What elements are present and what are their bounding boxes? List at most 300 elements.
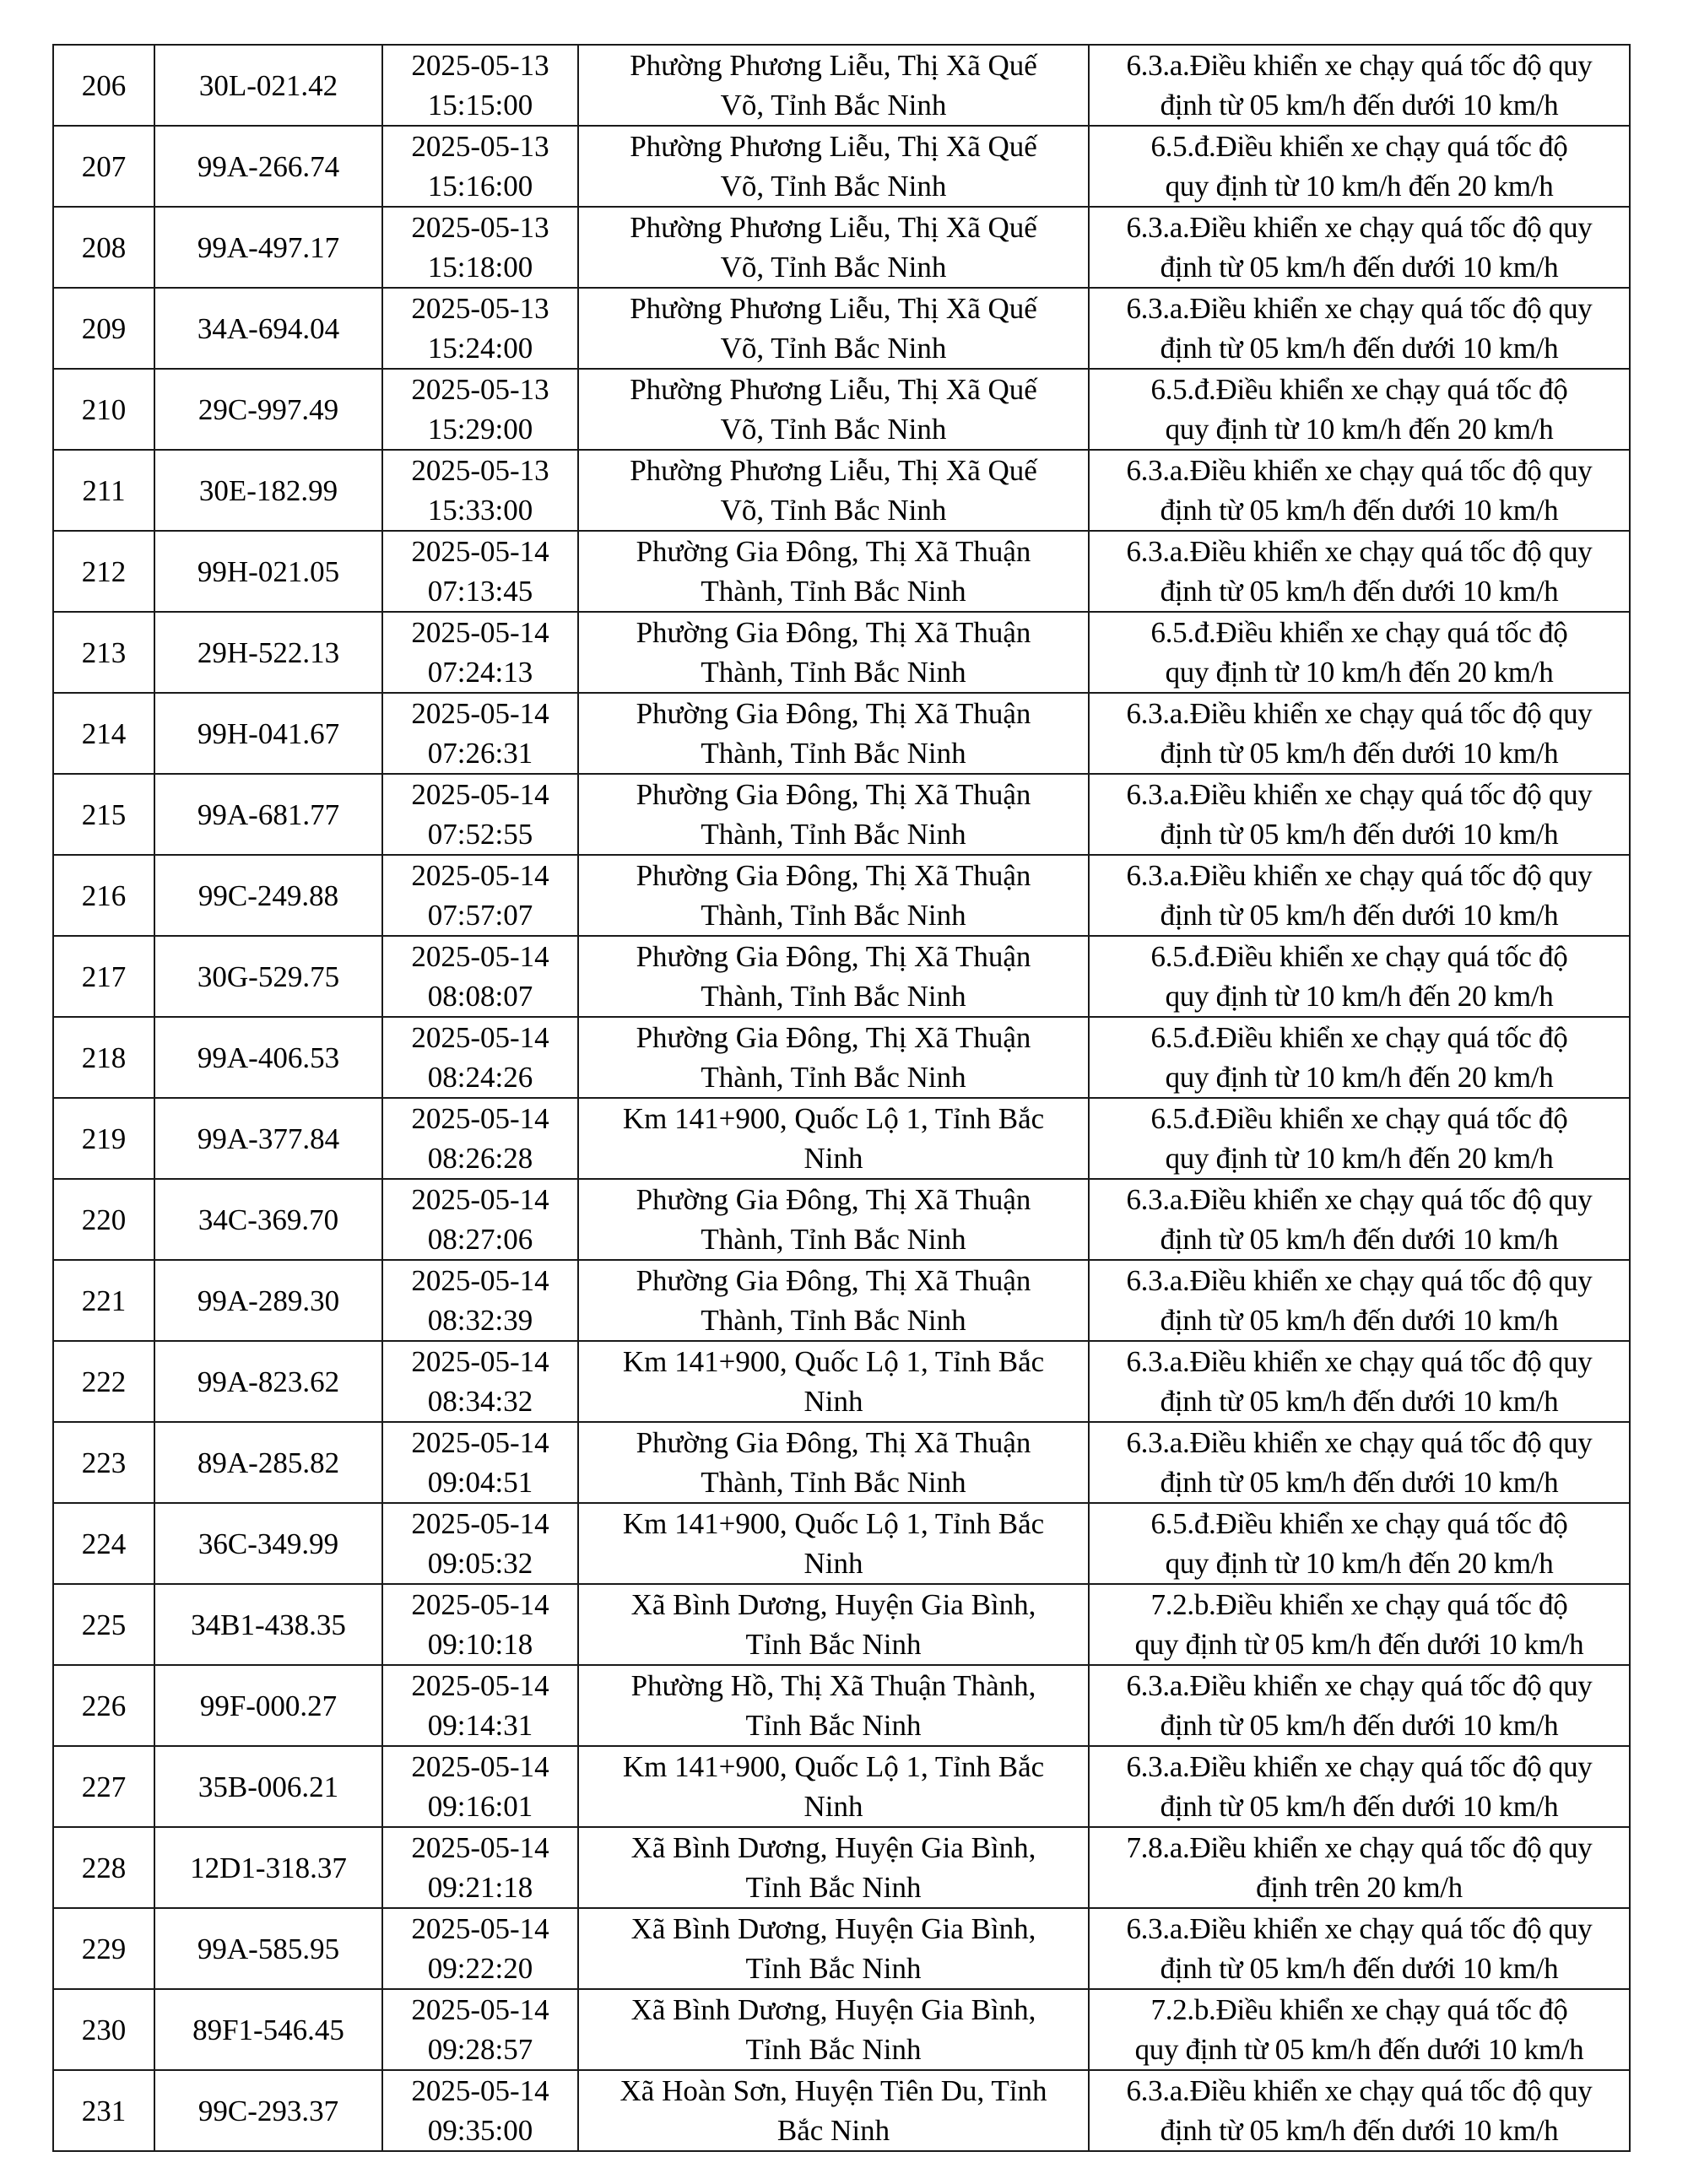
- violation-line: 6.3.a.Điều khiển xe chạy quá tốc độ quy: [1126, 778, 1593, 811]
- location-line: Ninh: [803, 1790, 863, 1823]
- location-line: Xã Bình Dương, Huyện Gia Bình,: [630, 1912, 1036, 1945]
- location-line: Ninh: [803, 1385, 863, 1418]
- location-line: Thành, Tỉnh Bắc Ninh: [701, 656, 966, 689]
- license-plate-cell: 99A-497.17: [154, 207, 382, 288]
- violation-line: 6.3.a.Điều khiển xe chạy quá tốc độ quy: [1126, 1183, 1593, 1216]
- violation-date: 2025-05-13: [411, 211, 549, 244]
- row-number-cell: 231: [53, 2070, 154, 2151]
- table-body: [53, 45, 1630, 2151]
- violation-line: định từ 05 km/h đến dưới 10 km/h: [1160, 1466, 1559, 1499]
- timestamp-cell: [382, 693, 578, 774]
- license-plate-cell: 99A-406.53: [154, 1017, 382, 1098]
- location-line: Thành, Tỉnh Bắc Ninh: [701, 1061, 966, 1094]
- violation-cell: [1089, 1503, 1630, 1584]
- violation-date: 2025-05-14: [411, 1993, 549, 2026]
- violation-date: 2025-05-14: [411, 1912, 549, 1945]
- table-row: [53, 612, 1630, 693]
- row-number-cell: 229: [53, 1908, 154, 1989]
- location-line: Bắc Ninh: [776, 2114, 890, 2147]
- location-line: Thành, Tỉnh Bắc Ninh: [701, 818, 966, 851]
- license-plate-cell: 29C-997.49: [154, 369, 382, 450]
- violation-line: định từ 05 km/h đến dưới 10 km/h: [1160, 1952, 1559, 1985]
- violation-time: 09:16:01: [427, 1790, 533, 1823]
- table-row: [53, 1341, 1630, 1422]
- location-line: Thành, Tỉnh Bắc Ninh: [701, 737, 966, 770]
- row-number-cell: 225: [53, 1584, 154, 1665]
- violation-date: 2025-05-14: [411, 697, 549, 730]
- location-line: Km 141+900, Quốc Lộ 1, Tỉnh Bắc: [622, 1345, 1045, 1378]
- violation-date: 2025-05-14: [411, 1345, 549, 1378]
- violation-time: 08:34:32: [427, 1385, 533, 1418]
- table-row: [53, 1260, 1630, 1341]
- violation-cell: [1089, 369, 1630, 450]
- location-line: Km 141+900, Quốc Lộ 1, Tỉnh Bắc: [622, 1750, 1045, 1783]
- violation-time: 15:18:00: [427, 251, 533, 284]
- violation-line: 6.3.a.Điều khiển xe chạy quá tốc độ quy: [1126, 1912, 1593, 1945]
- violation-line: 6.3.a.Điều khiển xe chạy quá tốc độ quy: [1126, 697, 1593, 730]
- violation-cell: [1089, 1422, 1630, 1503]
- violation-cell: [1089, 1827, 1630, 1908]
- row-number-cell: 222: [53, 1341, 154, 1422]
- violation-line: định từ 05 km/h đến dưới 10 km/h: [1160, 1304, 1559, 1337]
- violation-line: quy định từ 10 km/h đến 20 km/h: [1165, 980, 1554, 1013]
- violation-cell: [1089, 1584, 1630, 1665]
- violation-cell: [1089, 612, 1630, 693]
- location-cell: [578, 126, 1089, 207]
- license-plate-cell: 34C-369.70: [154, 1179, 382, 1260]
- violation-date: 2025-05-14: [411, 859, 549, 892]
- location-cell: [578, 693, 1089, 774]
- location-cell: [578, 936, 1089, 1017]
- violation-line: 6.3.a.Điều khiển xe chạy quá tốc độ quy: [1126, 1426, 1593, 1459]
- timestamp-cell: [382, 855, 578, 936]
- violation-date: 2025-05-14: [411, 1426, 549, 1459]
- timestamp-cell: [382, 1989, 578, 2070]
- violation-line: quy định từ 05 km/h đến dưới 10 km/h: [1134, 2033, 1584, 2066]
- violation-line: 6.5.đ.Điều khiển xe chạy quá tốc độ: [1150, 616, 1568, 649]
- row-number-cell: 219: [53, 1098, 154, 1179]
- location-line: Tỉnh Bắc Ninh: [745, 1871, 922, 1904]
- violation-line: 6.3.a.Điều khiển xe chạy quá tốc độ quy: [1126, 2074, 1593, 2107]
- violation-time: 09:10:18: [427, 1628, 533, 1661]
- license-plate-cell: 99F-000.27: [154, 1665, 382, 1746]
- table-row: [53, 1746, 1630, 1827]
- row-number-cell: 207: [53, 126, 154, 207]
- location-line: Thành, Tỉnh Bắc Ninh: [701, 1223, 966, 1256]
- violation-cell: [1089, 450, 1630, 531]
- location-line: Võ, Tỉnh Bắc Ninh: [720, 89, 947, 122]
- location-line: Xã Bình Dương, Huyện Gia Bình,: [630, 1588, 1036, 1621]
- violation-line: quy định từ 10 km/h đến 20 km/h: [1165, 413, 1554, 446]
- location-line: Xã Hoàn Sơn, Huyện Tiên Du, Tỉnh: [619, 2074, 1047, 2107]
- violation-date: 2025-05-14: [411, 616, 549, 649]
- location-line: Phường Gia Đông, Thị Xã Thuận: [636, 1183, 1031, 1216]
- location-cell: [578, 1584, 1089, 1665]
- row-number-cell: 214: [53, 693, 154, 774]
- location-cell: [578, 369, 1089, 450]
- location-line: Phường Phương Liễu, Thị Xã Quế: [630, 292, 1037, 325]
- table-row: [53, 693, 1630, 774]
- license-plate-cell: 99A-823.62: [154, 1341, 382, 1422]
- location-line: Thành, Tỉnh Bắc Ninh: [701, 899, 966, 932]
- license-plate-cell: 30G-529.75: [154, 936, 382, 1017]
- table-row: [53, 1098, 1630, 1179]
- violation-time: 08:32:39: [427, 1304, 533, 1337]
- violation-time: 09:04:51: [427, 1466, 533, 1499]
- timestamp-cell: [382, 612, 578, 693]
- license-plate-cell: 99H-021.05: [154, 531, 382, 612]
- row-number-cell: 218: [53, 1017, 154, 1098]
- timestamp-cell: [382, 1584, 578, 1665]
- timestamp-cell: [382, 126, 578, 207]
- violation-line: 7.2.b.Điều khiển xe chạy quá tốc độ: [1150, 1993, 1568, 2026]
- table-row: [53, 1908, 1630, 1989]
- timestamp-cell: [382, 1503, 578, 1584]
- location-line: Phường Gia Đông, Thị Xã Thuận: [636, 616, 1031, 649]
- license-plate-cell: 99H-041.67: [154, 693, 382, 774]
- location-cell: [578, 1908, 1089, 1989]
- location-cell: [578, 2070, 1089, 2151]
- table-row: [53, 1179, 1630, 1260]
- violation-date: 2025-05-14: [411, 1669, 549, 1702]
- location-line: Võ, Tỉnh Bắc Ninh: [720, 332, 947, 365]
- timestamp-cell: [382, 288, 578, 369]
- license-plate-cell: 35B-006.21: [154, 1746, 382, 1827]
- location-line: Km 141+900, Quốc Lộ 1, Tỉnh Bắc: [622, 1507, 1045, 1540]
- violation-time: 09:21:18: [427, 1871, 533, 1904]
- location-line: Phường Phương Liễu, Thị Xã Quế: [630, 130, 1037, 163]
- location-line: Phường Phương Liễu, Thị Xã Quế: [630, 454, 1037, 487]
- table-row: [53, 450, 1630, 531]
- violation-date: 2025-05-13: [411, 130, 549, 163]
- table-row: [53, 1989, 1630, 2070]
- violation-line: định từ 05 km/h đến dưới 10 km/h: [1160, 1385, 1559, 1418]
- row-number-cell: 220: [53, 1179, 154, 1260]
- table-row: [53, 45, 1630, 126]
- violation-time: 08:26:28: [427, 1142, 533, 1175]
- timestamp-cell: [382, 450, 578, 531]
- violation-line: định từ 05 km/h đến dưới 10 km/h: [1160, 737, 1559, 770]
- violation-cell: [1089, 1260, 1630, 1341]
- location-cell: [578, 450, 1089, 531]
- violation-date: 2025-05-14: [411, 2074, 549, 2107]
- location-line: Võ, Tỉnh Bắc Ninh: [720, 494, 947, 527]
- violation-time: 07:24:13: [427, 656, 533, 689]
- row-number-cell: 224: [53, 1503, 154, 1584]
- violation-line: 6.5.đ.Điều khiển xe chạy quá tốc độ: [1150, 940, 1568, 973]
- license-plate-cell: 89A-285.82: [154, 1422, 382, 1503]
- table-row: [53, 1584, 1630, 1665]
- violation-line: định từ 05 km/h đến dưới 10 km/h: [1160, 818, 1559, 851]
- table-row: [53, 774, 1630, 855]
- violation-time: 09:35:00: [427, 2114, 533, 2147]
- table-row: [53, 288, 1630, 369]
- violation-line: định từ 05 km/h đến dưới 10 km/h: [1160, 332, 1559, 365]
- location-line: Tỉnh Bắc Ninh: [745, 2033, 922, 2066]
- violation-cell: [1089, 2070, 1630, 2151]
- location-cell: [578, 531, 1089, 612]
- violation-date: 2025-05-13: [411, 373, 549, 406]
- violation-cell: [1089, 207, 1630, 288]
- license-plate-cell: 29H-522.13: [154, 612, 382, 693]
- location-line: Ninh: [803, 1547, 863, 1580]
- location-line: Xã Bình Dương, Huyện Gia Bình,: [630, 1831, 1036, 1864]
- location-line: Võ, Tỉnh Bắc Ninh: [720, 413, 947, 446]
- license-plate-cell: 30L-021.42: [154, 45, 382, 126]
- violation-time: 15:29:00: [427, 413, 533, 446]
- location-line: Thành, Tỉnh Bắc Ninh: [701, 575, 966, 608]
- violation-time: 07:52:55: [427, 818, 533, 851]
- violation-date: 2025-05-14: [411, 1183, 549, 1216]
- row-number-cell: 215: [53, 774, 154, 855]
- timestamp-cell: [382, 1098, 578, 1179]
- location-line: Ninh: [803, 1142, 863, 1175]
- table-row: [53, 531, 1630, 612]
- location-line: Phường Gia Đông, Thị Xã Thuận: [636, 859, 1031, 892]
- license-plate-cell: 99C-249.88: [154, 855, 382, 936]
- location-line: Thành, Tỉnh Bắc Ninh: [701, 1304, 966, 1337]
- license-plate-cell: 89F1-546.45: [154, 1989, 382, 2070]
- violation-line: 6.5.đ.Điều khiển xe chạy quá tốc độ: [1150, 130, 1568, 163]
- violation-cell: [1089, 1989, 1630, 2070]
- row-number-cell: 230: [53, 1989, 154, 2070]
- row-number-cell: 208: [53, 207, 154, 288]
- violation-cell: [1089, 1746, 1630, 1827]
- violation-line: 6.3.a.Điều khiển xe chạy quá tốc độ quy: [1126, 49, 1593, 82]
- violation-time: 08:08:07: [427, 980, 533, 1013]
- violation-time: 08:27:06: [427, 1223, 533, 1256]
- violation-cell: [1089, 693, 1630, 774]
- violation-cell: [1089, 774, 1630, 855]
- row-number-cell: 223: [53, 1422, 154, 1503]
- location-line: Phường Phương Liễu, Thị Xã Quế: [630, 211, 1037, 244]
- location-cell: [578, 1665, 1089, 1746]
- violation-line: định từ 05 km/h đến dưới 10 km/h: [1160, 251, 1559, 284]
- location-cell: [578, 1341, 1089, 1422]
- violation-time: 09:14:31: [427, 1709, 533, 1742]
- violation-cell: [1089, 936, 1630, 1017]
- license-plate-cell: 12D1-318.37: [154, 1827, 382, 1908]
- row-number-cell: 221: [53, 1260, 154, 1341]
- location-line: Võ, Tỉnh Bắc Ninh: [720, 170, 947, 203]
- license-plate-cell: 34B1-438.35: [154, 1584, 382, 1665]
- license-plate-cell: 99A-681.77: [154, 774, 382, 855]
- location-cell: [578, 612, 1089, 693]
- location-line: Phường Phương Liễu, Thị Xã Quế: [630, 49, 1037, 82]
- timestamp-cell: [382, 1665, 578, 1746]
- violation-line: 6.3.a.Điều khiển xe chạy quá tốc độ quy: [1126, 454, 1593, 487]
- timestamp-cell: [382, 1179, 578, 1260]
- row-number-cell: 217: [53, 936, 154, 1017]
- table-row: [53, 207, 1630, 288]
- location-line: Võ, Tỉnh Bắc Ninh: [720, 251, 947, 284]
- location-cell: [578, 1422, 1089, 1503]
- violation-line: 6.3.a.Điều khiển xe chạy quá tốc độ quy: [1126, 535, 1593, 568]
- location-line: Phường Gia Đông, Thị Xã Thuận: [636, 778, 1031, 811]
- violation-line: 6.5.đ.Điều khiển xe chạy quá tốc độ: [1150, 1507, 1568, 1540]
- license-plate-cell: 99A-377.84: [154, 1098, 382, 1179]
- violation-cell: [1089, 1098, 1630, 1179]
- violation-date: 2025-05-13: [411, 454, 549, 487]
- violation-line: định từ 05 km/h đến dưới 10 km/h: [1160, 89, 1559, 122]
- violation-cell: [1089, 1908, 1630, 1989]
- violation-line: quy định từ 10 km/h đến 20 km/h: [1165, 1547, 1554, 1580]
- violation-date: 2025-05-14: [411, 1588, 549, 1621]
- violation-time: 15:33:00: [427, 494, 533, 527]
- violation-line: định từ 05 km/h đến dưới 10 km/h: [1160, 2114, 1559, 2147]
- table-row: [53, 855, 1630, 936]
- violation-line: 6.5.đ.Điều khiển xe chạy quá tốc độ: [1150, 1021, 1568, 1054]
- violation-date: 2025-05-14: [411, 778, 549, 811]
- row-number-cell: 212: [53, 531, 154, 612]
- violation-line: định trên 20 km/h: [1256, 1871, 1463, 1904]
- row-number-cell: 210: [53, 369, 154, 450]
- table-row: [53, 936, 1630, 1017]
- violations-table: [52, 44, 1631, 2152]
- violation-line: 7.8.a.Điều khiển xe chạy quá tốc độ quy: [1126, 1831, 1593, 1864]
- table-row: [53, 1665, 1630, 1746]
- violation-date: 2025-05-14: [411, 1750, 549, 1783]
- violation-date: 2025-05-14: [411, 1507, 549, 1540]
- location-cell: [578, 1098, 1089, 1179]
- location-cell: [578, 774, 1089, 855]
- row-number-cell: 211: [53, 450, 154, 531]
- violation-line: định từ 05 km/h đến dưới 10 km/h: [1160, 1223, 1559, 1256]
- location-line: Phường Gia Đông, Thị Xã Thuận: [636, 940, 1031, 973]
- violation-line: 6.5.đ.Điều khiển xe chạy quá tốc độ: [1150, 373, 1568, 406]
- location-cell: [578, 1503, 1089, 1584]
- location-line: Phường Hồ, Thị Xã Thuận Thành,: [630, 1669, 1036, 1702]
- license-plate-cell: 99A-266.74: [154, 126, 382, 207]
- violation-time: 15:24:00: [427, 332, 533, 365]
- violation-line: định từ 05 km/h đến dưới 10 km/h: [1160, 1790, 1559, 1823]
- timestamp-cell: [382, 1827, 578, 1908]
- violation-cell: [1089, 855, 1630, 936]
- violation-line: 6.5.đ.Điều khiển xe chạy quá tốc độ: [1150, 1102, 1568, 1135]
- table-row: [53, 1503, 1630, 1584]
- license-plate-cell: 30E-182.99: [154, 450, 382, 531]
- location-line: Phường Phương Liễu, Thị Xã Quế: [630, 373, 1037, 406]
- row-number-cell: 216: [53, 855, 154, 936]
- timestamp-cell: [382, 369, 578, 450]
- location-line: Thành, Tỉnh Bắc Ninh: [701, 1466, 966, 1499]
- location-cell: [578, 855, 1089, 936]
- violation-cell: [1089, 531, 1630, 612]
- timestamp-cell: [382, 1341, 578, 1422]
- location-line: Phường Gia Đông, Thị Xã Thuận: [636, 1021, 1031, 1054]
- violation-time: 09:28:57: [427, 2033, 533, 2066]
- violation-date: 2025-05-14: [411, 940, 549, 973]
- license-plate-cell: 36C-349.99: [154, 1503, 382, 1584]
- violation-line: 6.3.a.Điều khiển xe chạy quá tốc độ quy: [1126, 859, 1593, 892]
- location-cell: [578, 288, 1089, 369]
- violation-date: 2025-05-14: [411, 1102, 549, 1135]
- violation-line: quy định từ 10 km/h đến 20 km/h: [1165, 656, 1554, 689]
- violation-date: 2025-05-14: [411, 535, 549, 568]
- table-row: [53, 1017, 1630, 1098]
- location-line: Phường Gia Đông, Thị Xã Thuận: [636, 1264, 1031, 1297]
- timestamp-cell: [382, 1746, 578, 1827]
- row-number-cell: 228: [53, 1827, 154, 1908]
- location-cell: [578, 1827, 1089, 1908]
- license-plate-cell: 99A-289.30: [154, 1260, 382, 1341]
- table-row: [53, 1827, 1630, 1908]
- row-number-cell: 209: [53, 288, 154, 369]
- license-plate-cell: 99A-585.95: [154, 1908, 382, 1989]
- violation-cell: [1089, 45, 1630, 126]
- violation-time: 07:13:45: [427, 575, 533, 608]
- violation-time: 15:16:00: [427, 170, 533, 203]
- timestamp-cell: [382, 2070, 578, 2151]
- location-line: Xã Bình Dương, Huyện Gia Bình,: [630, 1993, 1036, 2026]
- violation-line: 7.2.b.Điều khiển xe chạy quá tốc độ: [1150, 1588, 1568, 1621]
- location-cell: [578, 1017, 1089, 1098]
- violation-cell: [1089, 126, 1630, 207]
- table-row: [53, 369, 1630, 450]
- location-cell: [578, 1746, 1089, 1827]
- violation-time: 07:26:31: [427, 737, 533, 770]
- violation-time: 08:24:26: [427, 1061, 533, 1094]
- violation-time: 15:15:00: [427, 89, 533, 122]
- location-cell: [578, 45, 1089, 126]
- violation-time: 07:57:07: [427, 899, 533, 932]
- violation-cell: [1089, 1341, 1630, 1422]
- violation-date: 2025-05-14: [411, 1264, 549, 1297]
- violation-cell: [1089, 1665, 1630, 1746]
- timestamp-cell: [382, 531, 578, 612]
- violation-line: 6.3.a.Điều khiển xe chạy quá tốc độ quy: [1126, 1669, 1593, 1702]
- timestamp-cell: [382, 207, 578, 288]
- timestamp-cell: [382, 1017, 578, 1098]
- location-line: Phường Gia Đông, Thị Xã Thuận: [636, 697, 1031, 730]
- violation-line: quy định từ 05 km/h đến dưới 10 km/h: [1134, 1628, 1584, 1661]
- violation-line: quy định từ 10 km/h đến 20 km/h: [1165, 1142, 1554, 1175]
- license-plate-cell: 34A-694.04: [154, 288, 382, 369]
- violation-line: 6.3.a.Điều khiển xe chạy quá tốc độ quy: [1126, 1345, 1593, 1378]
- violation-time: 09:05:32: [427, 1547, 533, 1580]
- row-number-cell: 206: [53, 45, 154, 126]
- table-row: [53, 1422, 1630, 1503]
- violation-cell: [1089, 288, 1630, 369]
- violation-time: 09:22:20: [427, 1952, 533, 1985]
- violation-line: định từ 05 km/h đến dưới 10 km/h: [1160, 575, 1559, 608]
- timestamp-cell: [382, 1260, 578, 1341]
- timestamp-cell: [382, 774, 578, 855]
- row-number-cell: 226: [53, 1665, 154, 1746]
- violation-line: quy định từ 10 km/h đến 20 km/h: [1165, 1061, 1554, 1094]
- location-line: Thành, Tỉnh Bắc Ninh: [701, 980, 966, 1013]
- violation-line: định từ 05 km/h đến dưới 10 km/h: [1160, 1709, 1559, 1742]
- row-number-cell: 213: [53, 612, 154, 693]
- violation-line: 6.3.a.Điều khiển xe chạy quá tốc độ quy: [1126, 1264, 1593, 1297]
- location-line: Tỉnh Bắc Ninh: [745, 1952, 922, 1985]
- timestamp-cell: [382, 1422, 578, 1503]
- timestamp-cell: [382, 45, 578, 126]
- violation-line: quy định từ 10 km/h đến 20 km/h: [1165, 170, 1554, 203]
- location-line: Km 141+900, Quốc Lộ 1, Tỉnh Bắc: [622, 1102, 1045, 1135]
- location-line: Phường Gia Đông, Thị Xã Thuận: [636, 535, 1031, 568]
- license-plate-cell: 99C-293.37: [154, 2070, 382, 2151]
- row-number-cell: 227: [53, 1746, 154, 1827]
- violation-cell: [1089, 1179, 1630, 1260]
- location-line: Tỉnh Bắc Ninh: [745, 1628, 922, 1661]
- violation-line: 6.3.a.Điều khiển xe chạy quá tốc độ quy: [1126, 1750, 1593, 1783]
- violation-date: 2025-05-13: [411, 49, 549, 82]
- location-cell: [578, 1179, 1089, 1260]
- location-cell: [578, 1989, 1089, 2070]
- violation-date: 2025-05-14: [411, 1021, 549, 1054]
- timestamp-cell: [382, 936, 578, 1017]
